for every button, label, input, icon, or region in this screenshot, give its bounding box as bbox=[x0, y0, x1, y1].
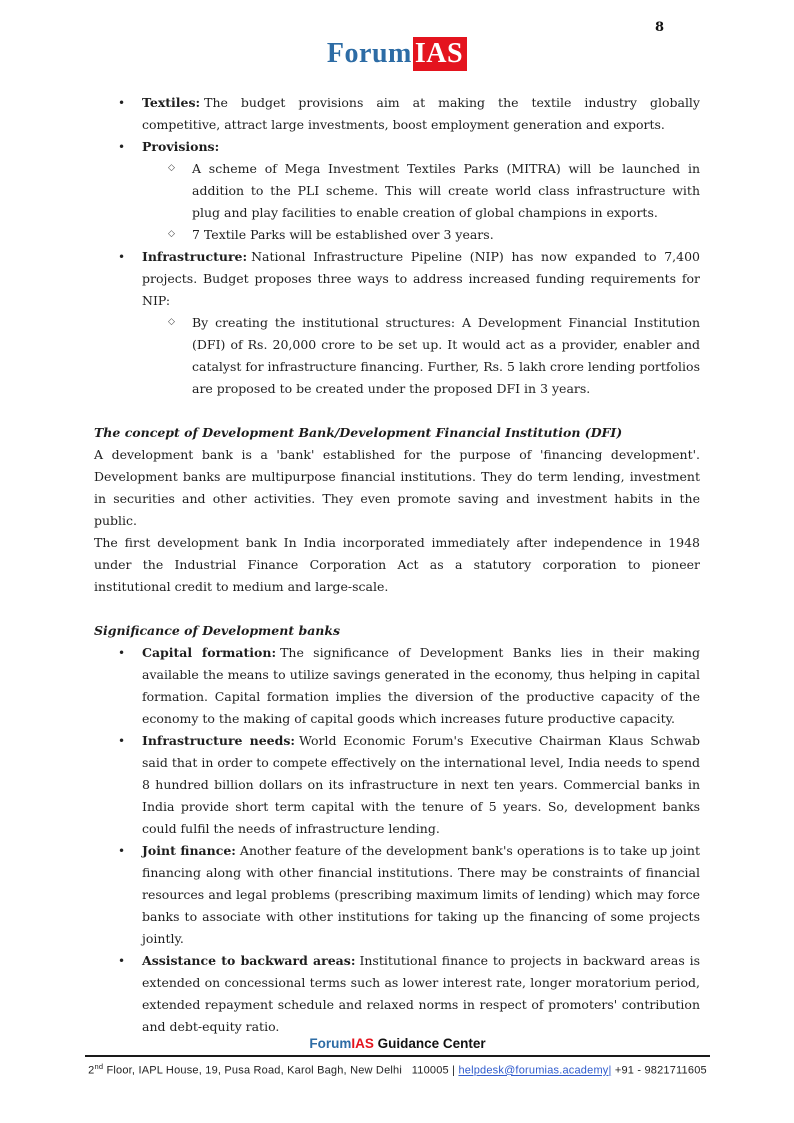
paragraph-dfi-definition: A development bank is a 'bank' established for the purpose of 'financing development'. Development banks are multipurpose financial institutions. They do term lending, investment in securities and other activities. They even promote saving and investment habits in the public. bbox=[94, 447, 700, 528]
sub-list-item-text: By creating the institutional structures: A Development Financial Institution (DFI) of Rs. 20,000 crore to be set up. It would act as a provider, enabler and catalyst for infrastructure financing. Further, Rs. 5 lakh crore lending portfolios are proposed to be created under the proposed DFI in 3 years. bbox=[192, 315, 700, 396]
list-item-text: National Infrastructure Pipeline (NIP) has now expanded to 7,400 projects. Budget proposes three ways to address increased funding requirements for NIP: bbox=[142, 249, 700, 308]
document-body bbox=[94, 92, 700, 1038]
bullet-icon bbox=[118, 642, 125, 664]
logo-ias-badge: IAS bbox=[413, 37, 467, 71]
list-item-infrastructure bbox=[94, 246, 700, 312]
footer-address-ordinal: nd bbox=[94, 1062, 104, 1071]
list-item-text: The significance of Development Banks lies in their making available the means to utilize savings generated in the economy, thus helping in capital formation. Capital formation implies the diversion of the productive capacity of the economy to the making of capital goods which increases future productive capacity. bbox=[142, 645, 700, 726]
section-heading-significance: Significance of Development banks bbox=[94, 623, 341, 638]
diamond-bullet-icon bbox=[168, 157, 175, 179]
footer-logo-forum-text: Forum bbox=[309, 1036, 352, 1051]
forumias-logo bbox=[327, 38, 467, 70]
list-item-lead: Joint finance: bbox=[142, 843, 236, 858]
diamond-bullet-icon bbox=[168, 223, 175, 245]
paragraph-first-development-bank: The first development bank In India incorporated immediately after independence in 1948 under the Industrial Finance Corporation Act as a statutory corporation to pioneer institutional credit to medium and large-scale. bbox=[94, 535, 700, 594]
bullet-icon bbox=[118, 730, 125, 752]
section-heading-dfi-concept: The concept of Development Bank/Development Financial Institution (DFI) bbox=[94, 425, 623, 440]
list-item-lead: Infrastructure needs: bbox=[142, 733, 296, 748]
footer-logo-ias-text: IAS bbox=[351, 1036, 374, 1051]
footer-address-main: Floor, IAPL House, 19, Pusa Road, Karol Bagh, New Delhi 110005 | bbox=[103, 1064, 459, 1077]
list-item-lead: Provisions: bbox=[142, 139, 220, 154]
bullet-icon bbox=[118, 950, 125, 972]
footer-address-number: 2 bbox=[88, 1064, 95, 1077]
sub-list-item-text: 7 Textile Parks will be established over 3 years. bbox=[192, 227, 494, 242]
list-item-lead: Infrastructure: bbox=[142, 249, 248, 264]
sub-list-item-mitra bbox=[94, 158, 700, 224]
footer-title-rest: Guidance Center bbox=[373, 1036, 486, 1051]
list-item-infrastructure-needs bbox=[94, 730, 700, 840]
list-item-textiles bbox=[94, 92, 700, 136]
bullet-icon bbox=[118, 92, 125, 114]
list-item-text: The budget provisions aim at making the textile industry globally competitive, attract large investments, boost employment generation and exports. bbox=[142, 95, 700, 132]
bullet-icon bbox=[118, 840, 125, 862]
logo-forum-text: Forum bbox=[326, 38, 412, 69]
footer-address bbox=[85, 1057, 710, 1077]
bullet-icon bbox=[118, 136, 125, 158]
list-item-lead: Textiles: bbox=[142, 95, 201, 110]
list-item-text: Another feature of the development bank's operations is to take up joint financing along with other financial institutions. There may be constraints of financial resources and legal problems (prescribing maximum limits of lending) which may force banks to associate with other institutions for taking up the financing of some projects jointly. bbox=[142, 843, 700, 946]
list-item-lead: Capital formation: bbox=[142, 645, 277, 660]
page-header bbox=[0, 0, 794, 70]
list-item-backward-areas bbox=[94, 950, 700, 1038]
footer-title bbox=[85, 1036, 710, 1055]
sub-list-item-dfi bbox=[94, 312, 700, 400]
bullet-icon bbox=[118, 246, 125, 268]
list-item-lead: Assistance to backward areas: bbox=[142, 953, 356, 968]
page-number: 8 bbox=[654, 20, 664, 35]
list-item-text: Institutional finance to projects in backward areas is extended on concessional terms such as lower interest rate, longer moratorium period, extended repayment schedule and relaxed norms in respect of promoters' contribution and debt-equity ratio. bbox=[142, 953, 700, 1034]
list-item-capital-formation bbox=[94, 642, 700, 730]
list-item-text: World Economic Forum's Executive Chairman Klaus Schwab said that in order to compete effectively on the international level, India needs to spend 8 hundred billion dollars on its infrastructure in next ten years. Commercial banks in India provide short term capital with the tenure of 5 years. So, development banks could fulfil the needs of infrastructure lending. bbox=[142, 733, 700, 836]
helpdesk-email-link[interactable]: helpdesk@forumias.academy| bbox=[458, 1064, 612, 1077]
footer-address-phone: +91 - 9821711605 bbox=[611, 1064, 707, 1077]
sub-list-item-text: A scheme of Mega Investment Textiles Parks (MITRA) will be launched in addition to the PLI scheme. This will create world class infrastructure with plug and play facilities to enable creation of global champions in exports. bbox=[192, 161, 700, 220]
diamond-bullet-icon bbox=[168, 311, 175, 333]
sub-list-item-textile-parks bbox=[94, 224, 700, 246]
list-item-joint-finance bbox=[94, 840, 700, 950]
page-footer bbox=[85, 1036, 710, 1077]
list-item-provisions bbox=[94, 136, 700, 158]
